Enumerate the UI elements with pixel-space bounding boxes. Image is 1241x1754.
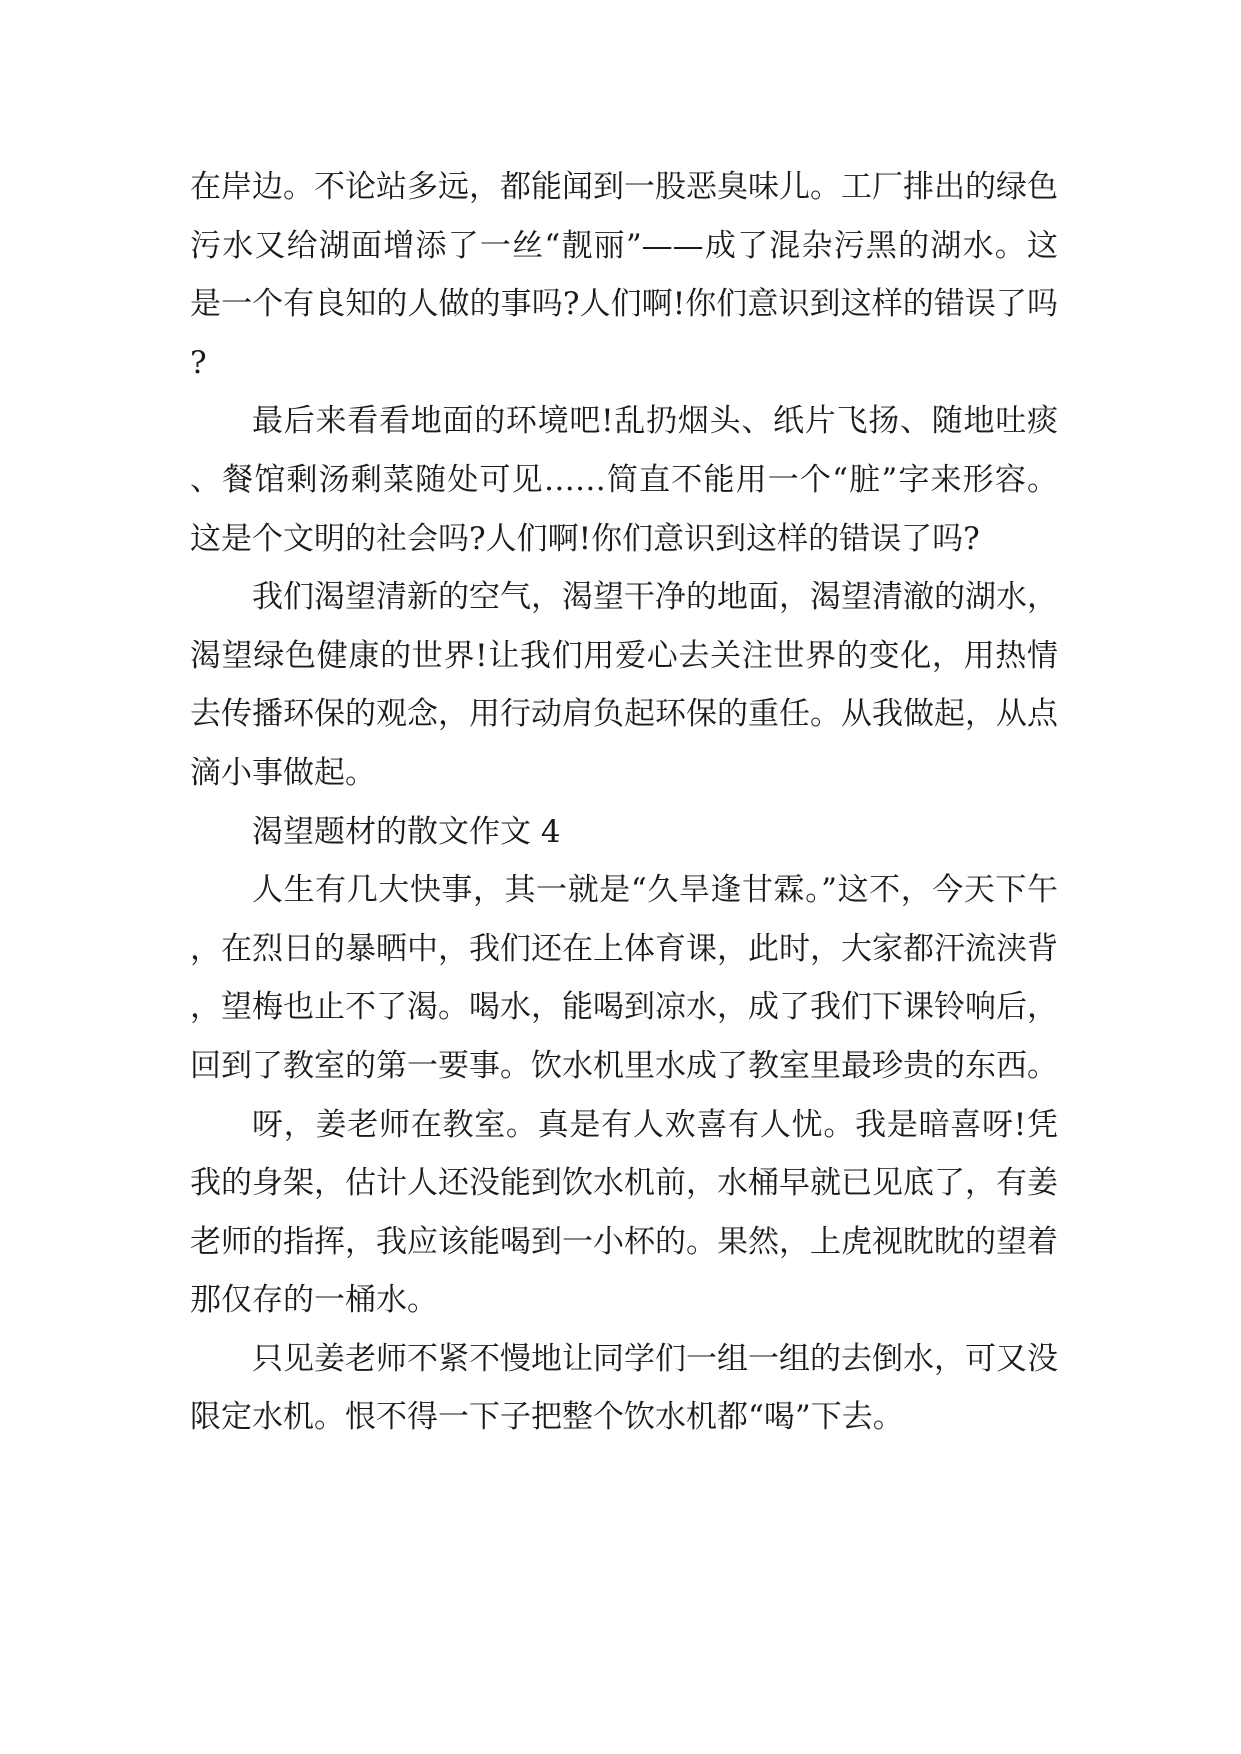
- paragraph-continuation: 在岸边。不论站多远，都能闻到一股恶臭味儿。工厂排出的绿色污水又给湖面增添了一丝“靓丽”——成了混杂污黑的湖水。这是一个有良知的人做的事吗?人们啊!你们意识到这样的错误了吗?: [190, 169, 1058, 381]
- paragraph-ground-environment: 最后来看看地面的环境吧!乱扔烟头、纸片飞扬、随地吐痰、餐馆剩汤剩菜随处可见……简直不能用一个“脏”字来形容。这是个文明的社会吗?人们啊!你们意识到这样的错误了吗?: [190, 403, 1058, 557]
- paragraph-teacher: 呀，姜老师在教室。真是有人欢喜有人忧。我是暗喜呀!凭我的身架，估计人还没能到饮水机前，水桶早就已见底了，有姜老师的指挥，我应该能喝到一小杯的。果然，上虎视眈眈的望着那仅存的一桶水。: [190, 1106, 1058, 1319]
- paragraph-aspiration: 我们渴望清新的空气，渴望干净的地面，渴望清澈的湖水，渴望绿色健康的世界!让我们用爱心去关注世界的变化，用热情去传播环保的观念，用行动肩负起环保的重任。从我做起，从点滴小事做起。: [190, 579, 1058, 791]
- paragraph-water-queue: 只见姜老师不紧不慢地让同学们一组一组的去倒水，可又没限定水机。恨不得一下子把整个饮水机都“喝”下去。: [190, 1340, 1058, 1436]
- document-page: [190, 158, 1058, 1447]
- section-heading: 渴望题材的散文作文 4: [252, 813, 561, 850]
- paragraph-pe-class: 人生有几大快事，其一就是“久旱逢甘霖。”这不，今天下午，在烈日的暴晒中，我们还在上体育课，此时，大家都汗流浃背，望梅也止不了渴。喝水，能喝到凉水，成了我们下课铃响后，回到了教室的第一要事。饮水机里水成了教室里最珍贵的东西。: [190, 872, 1058, 1084]
